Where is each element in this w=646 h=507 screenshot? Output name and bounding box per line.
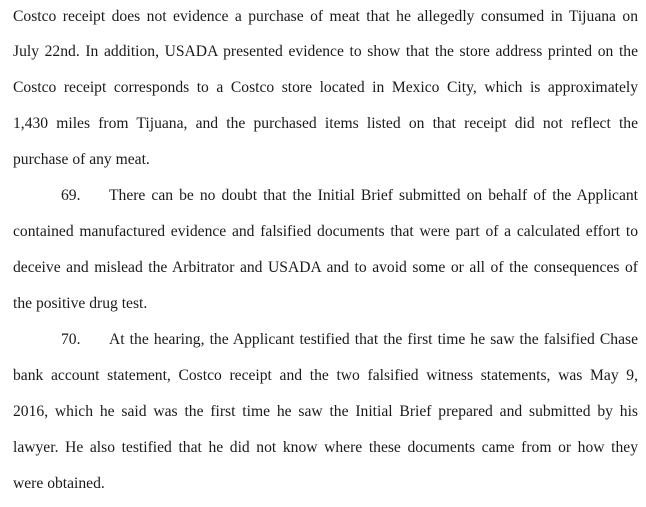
paragraph-text: There can be no doubt that the Initial Brief submitted on behalf of the Applicant xyxy=(109,187,638,204)
paragraph-number: 69. xyxy=(61,187,81,204)
body-text-line: bank account statement, Costco receipt and the two falsified witness statements, was May 9, xyxy=(13,367,638,384)
body-text-line: deceive and mislead the Arbitrator and USADA and to avoid some or all of the consequences of xyxy=(13,259,638,276)
paragraph-text: At the hearing, the Applicant testified that the first time he saw the falsified Chase xyxy=(109,331,638,348)
body-text-line: 2016, which he said was the first time he saw the Initial Brief prepared and submitted by his xyxy=(13,403,638,420)
paragraph-70-first-line xyxy=(13,328,638,352)
body-text-line: were obtained. xyxy=(13,475,105,492)
body-text-line: lawyer. He also testified that he did not know where these documents came from or how they xyxy=(13,439,638,456)
body-text-line: Costco receipt does not evidence a purchase of meat that he allegedly consumed in Tijuana on xyxy=(13,8,638,25)
body-text-line: the positive drug test. xyxy=(13,295,148,312)
paragraph-69-first-line xyxy=(13,184,638,208)
body-text-line: contained manufactured evidence and falsified documents that were part of a calculated effort to xyxy=(13,223,638,240)
body-text-line: purchase of any meat. xyxy=(13,151,150,168)
paragraph-number: 70. xyxy=(61,331,81,348)
body-text-line: Costco receipt corresponds to a Costco store located in Mexico City, which is approximately xyxy=(13,79,638,96)
body-text-line: July 22nd. In addition, USADA presented evidence to show that the store address printed on the xyxy=(13,43,638,60)
body-text-line: 1,430 miles from Tijuana, and the purchased items listed on that receipt did not reflect the xyxy=(13,115,638,132)
